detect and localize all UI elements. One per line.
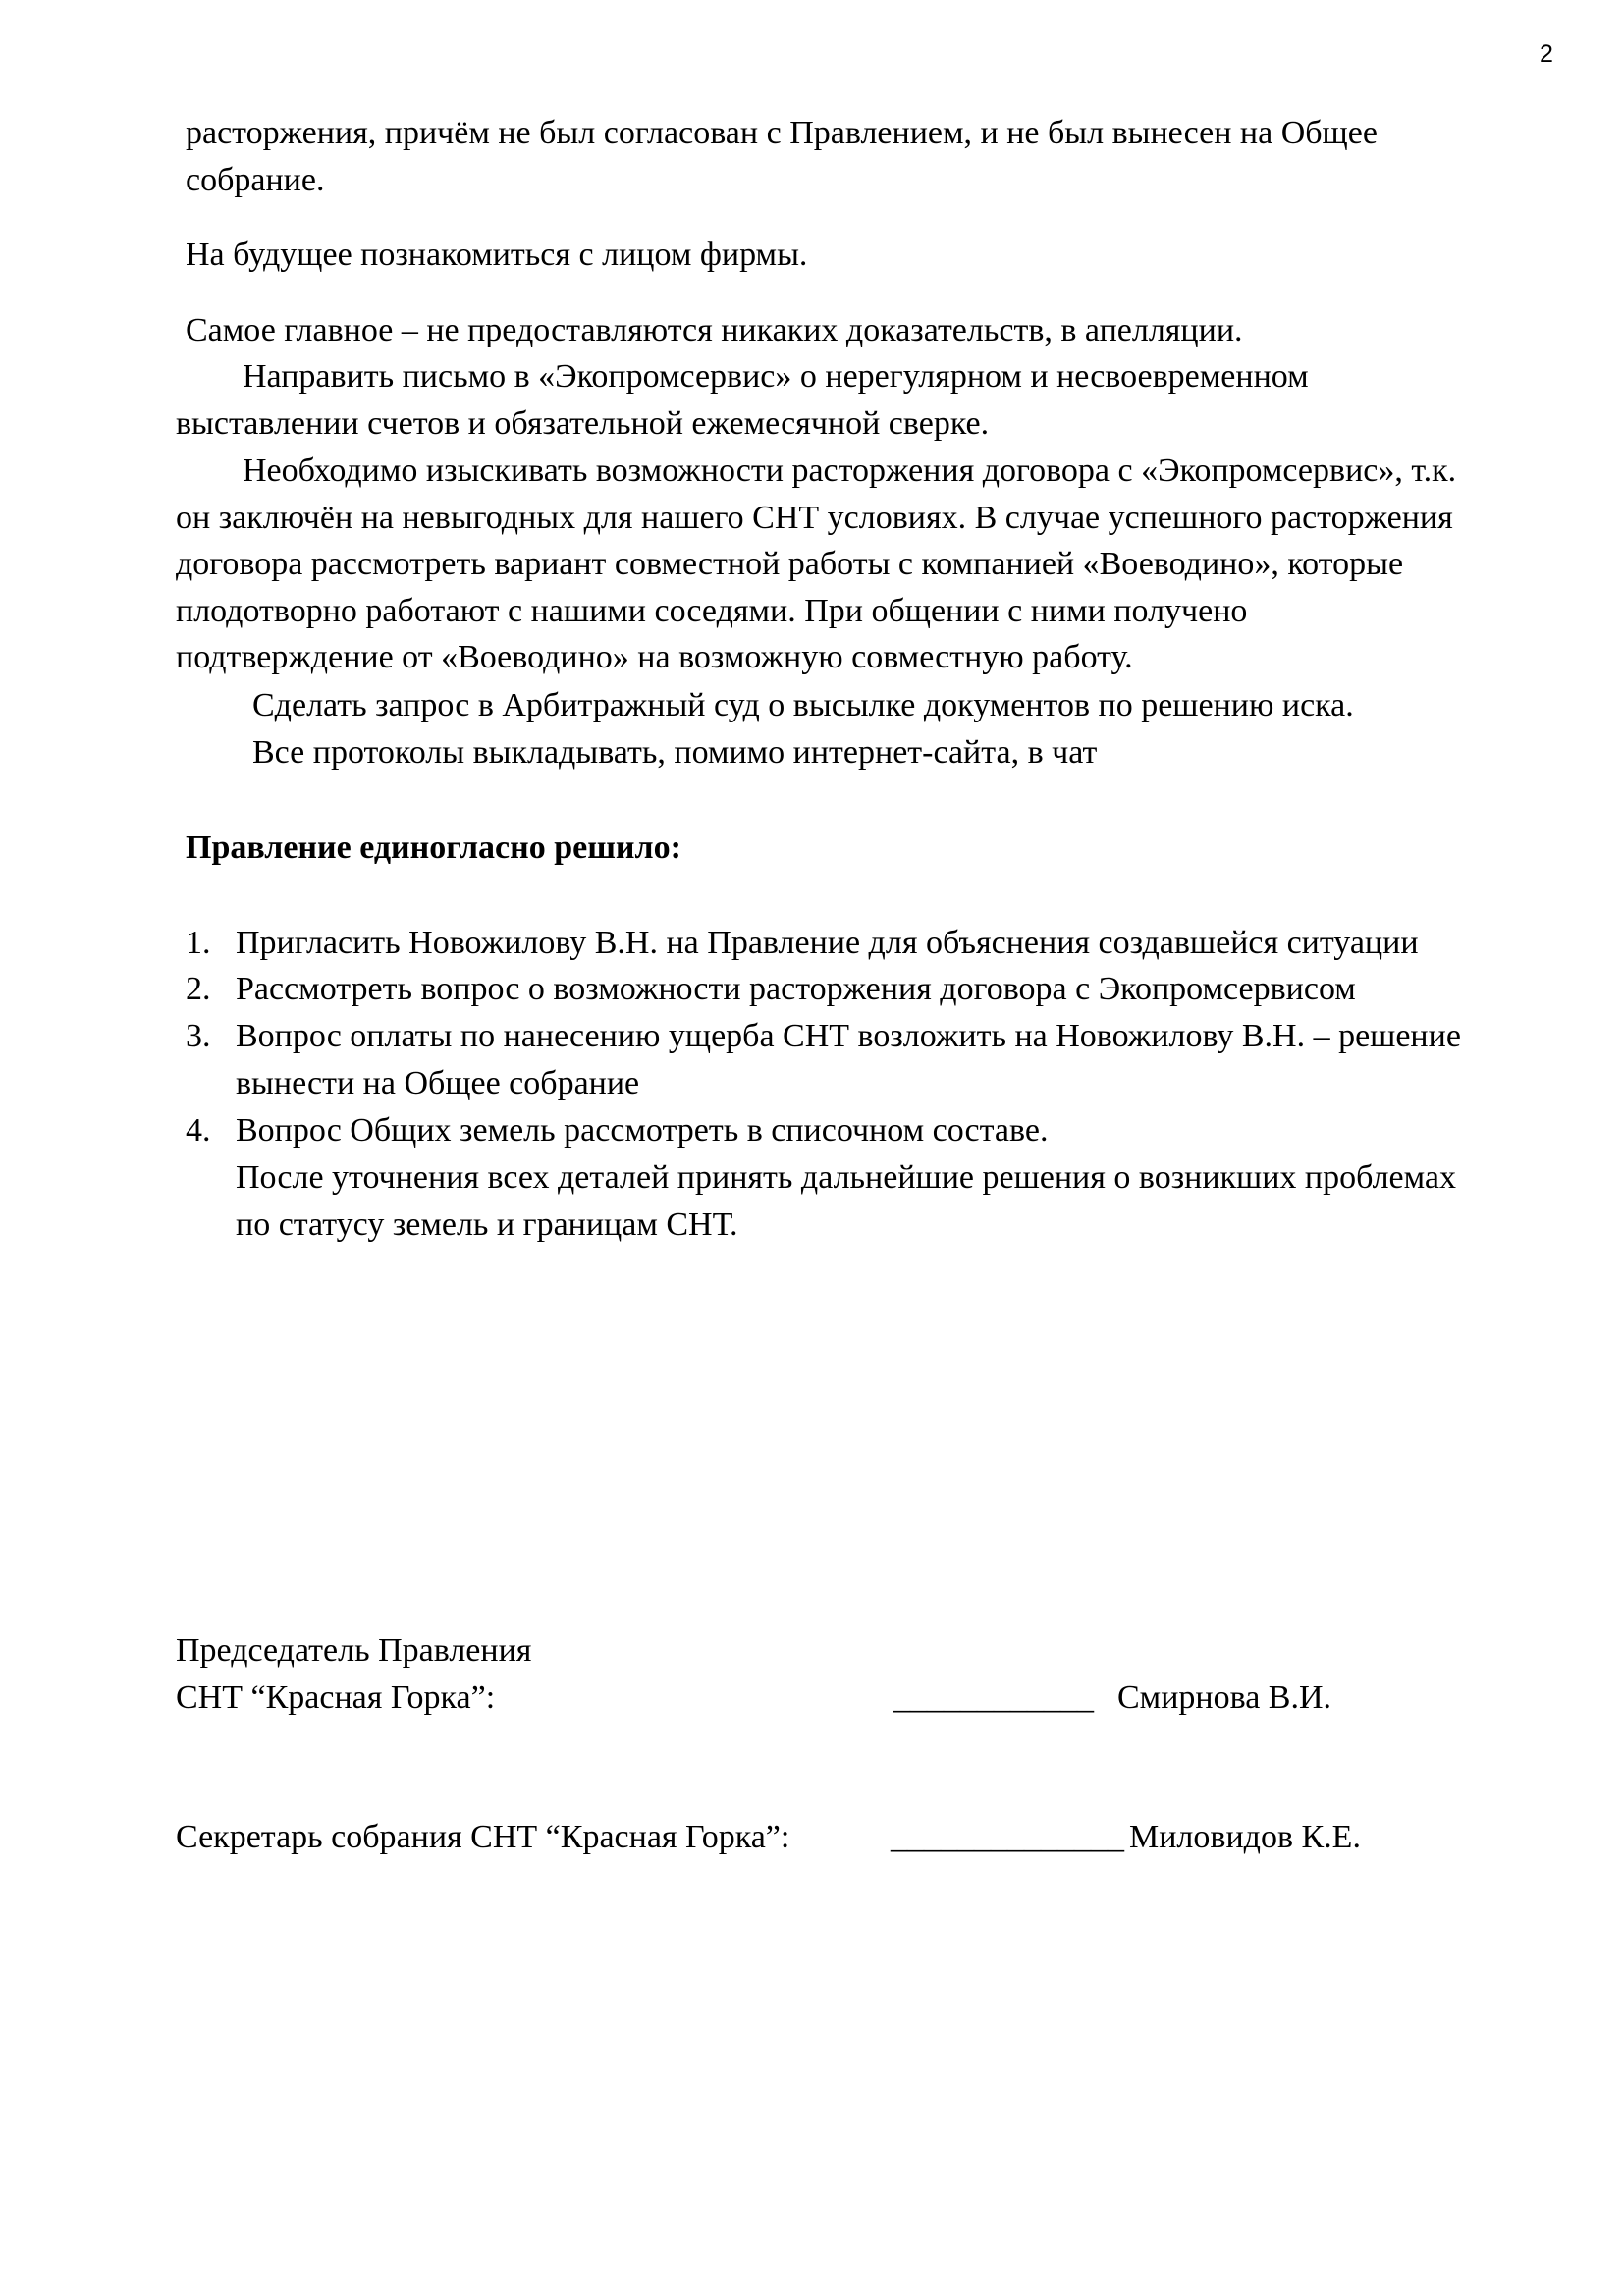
list-item-number: 4. [186, 1112, 211, 1148]
paragraph-1-line-2: собрание. [186, 162, 325, 198]
list-item-text: Вопрос Общих земель рассмотреть в списочном составе. [236, 1112, 1049, 1148]
secretary-role: Секретарь собрания СНТ “Красная Горка”: [176, 1819, 790, 1855]
secretary-name: Миловидов К.Е. [1129, 1819, 1361, 1855]
list-item-text: вынести на Общее собрание [236, 1065, 640, 1101]
chair-signature-blank: ____________ [893, 1680, 1094, 1716]
list-item-text: После уточнения всех деталей принять дальнейшие решения о возникших проблемах [236, 1159, 1457, 1196]
paragraph-6: Сделать запрос в Арбитражный суд о высылке документов по решению иска. [252, 687, 1354, 723]
paragraph-2: На будущее познакомиться с лицом фирмы. [186, 237, 808, 273]
paragraph-5-line-3: договора рассмотреть вариант совместной работы с компанией «Воеводино», которые [176, 546, 1404, 582]
paragraph-5-line-4: плодотворно работают с нашими соседями. При общении с ними получено [176, 593, 1248, 629]
list-item-text: Вопрос оплаты по нанесению ущерба СНТ возложить на Новожилову В.Н. – решение [236, 1018, 1461, 1054]
paragraph-3: Самое главное – не предоставляются никаких доказательств, в апелляции. [186, 312, 1243, 348]
page-number: 2 [1540, 40, 1553, 68]
list-item-number: 3. [186, 1018, 211, 1054]
paragraph-1-line-1: расторжения, причём не был согласован с Правлением, и не был вынесен на Общее [186, 115, 1378, 151]
decision-heading: Правление единогласно решило: [186, 829, 681, 866]
chair-name: Смирнова В.И. [1117, 1680, 1332, 1716]
list-item-text: Рассмотреть вопрос о возможности расторжения договора с Экопромсервисом [236, 971, 1356, 1007]
chair-role-line-2: СНТ “Красная Горка”: [176, 1680, 496, 1716]
paragraph-5-line-1: Необходимо изыскивать возможности расторжения договора с «Экопромсервис», т.к. [243, 453, 1457, 489]
paragraph-4-line-2: выставлении счетов и обязательной ежемесячной сверке. [176, 405, 990, 442]
paragraph-7: Все протоколы выкладывать, помимо интернет-сайта, в чат [252, 734, 1098, 771]
secretary-signature-blank: ______________ [891, 1819, 1124, 1855]
list-item-text: Пригласить Новожилову В.Н. на Правление для объяснения создавшейся ситуации [236, 925, 1419, 961]
paragraph-5-line-2: он заключён на невыгодных для нашего СНТ условиях. В случае успешного расторжения [176, 500, 1453, 536]
chair-role-line-1: Председатель Правления [176, 1632, 532, 1669]
paragraph-5-line-5: подтверждение от «Воеводино» на возможную совместную работу. [176, 639, 1133, 675]
paragraph-4-line-1: Направить письмо в «Экопромсервис» о нерегулярном и несвоевременном [243, 358, 1309, 395]
list-item-number: 2. [186, 971, 211, 1007]
list-item-number: 1. [186, 925, 211, 961]
list-item-text: по статусу земель и границам СНТ. [236, 1206, 738, 1243]
